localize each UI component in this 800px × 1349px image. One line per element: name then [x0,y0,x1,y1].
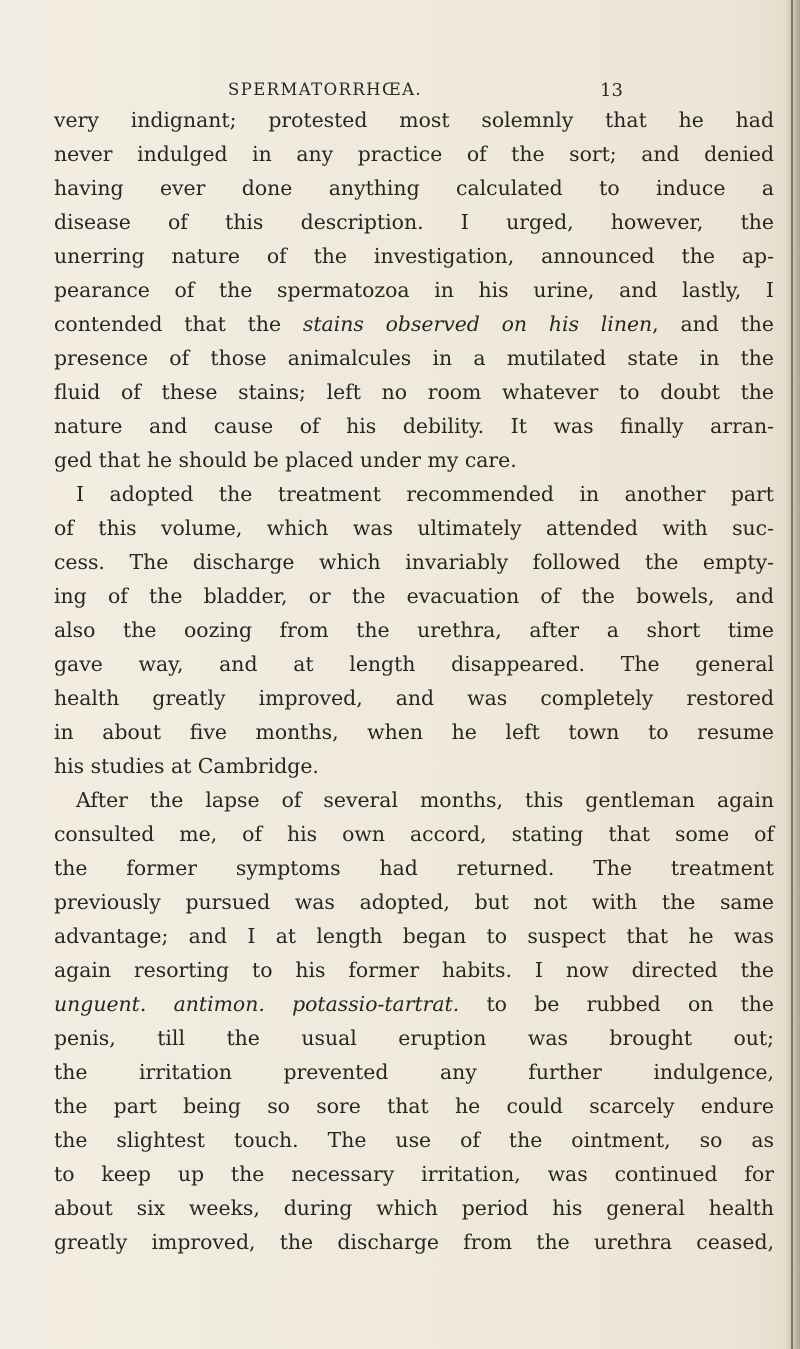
text-line [54,715,774,749]
body-text [54,103,774,1259]
text-run: the slightest touch. The use of the ointment, so as [54,1128,774,1152]
text-run: nature and cause of his debility. It was finally arran- [54,414,774,438]
text-run: consulted me, of his own accord, stating that some of [54,822,774,846]
text-run: advantage; and I at length began to suspect that he was [54,924,774,948]
text-line [54,885,774,919]
text-line [54,953,774,987]
text-run: the part being so sore that he could scarcely endure [54,1094,774,1118]
text-run: ing of the bladder, or the evacuation of the bowels, and [54,584,774,608]
text-line [54,681,774,715]
text-run: also the oozing from the urethra, after a short time [54,618,774,642]
text-line [54,341,774,375]
text-line [54,1055,774,1089]
text-run: presence of those animalcules in a mutilated state in the [54,346,774,370]
text-line [54,579,774,613]
text-run: gave way, and at length disappeared. The general [54,652,774,676]
text-run: contended that the [54,312,303,336]
text-line [54,273,774,307]
text-line [54,137,774,171]
text-run: cess. The discharge which invariably followed the empty- [54,550,774,574]
text-line [54,1191,774,1225]
text-run: never indulged in any practice of the sort; and denied [54,142,774,166]
text-run: pearance of the spermatozoa in his urine, and lastly, I [54,278,774,302]
text-line [54,443,774,477]
text-line [54,1225,774,1259]
text-run: After the lapse of several months, this gentleman again [76,788,774,812]
text-line [54,409,774,443]
text-line [54,103,774,137]
italic-text: stains observed on his linen [302,312,653,336]
text-run: , and the [652,312,774,336]
text-run: unerring nature of the investigation, announced the ap- [54,244,774,268]
text-line [54,1123,774,1157]
text-line [54,1089,774,1123]
text-line [54,205,774,239]
text-line [54,851,774,885]
text-line [54,817,774,851]
text-run: to keep up the necessary irritation, was continued for [54,1162,774,1186]
text-line [54,1157,774,1191]
text-run: the former symptoms had returned. The treatment [54,856,774,880]
text-line [54,307,774,341]
text-run: previously pursued was adopted, but not with the same [54,890,774,914]
text-line [54,1021,774,1055]
text-run: of this volume, which was ultimately attended with suc- [54,516,774,540]
text-run: to be rubbed on the [459,992,775,1016]
text-line [54,647,774,681]
page-number: 13 [600,80,623,101]
text-run: about six weeks, during which period his general health [54,1196,774,1220]
italic-text: unguent. antimon. potassio-tartrat. [54,992,460,1016]
text-line [54,239,774,273]
text-line [54,749,774,783]
text-run: I adopted the treatment recommended in another part [76,482,774,506]
text-line [54,987,774,1021]
text-run: ged that he should be placed under my care. [54,448,517,472]
text-line [54,919,774,953]
text-line [54,511,774,545]
running-title: SPERMATORRHŒA. [228,80,423,99]
text-run: penis, till the usual eruption was brought out; [54,1026,774,1050]
text-run: his studies at Cambridge. [54,754,319,778]
text-run: having ever done anything calculated to induce a [54,176,774,200]
text-line [54,375,774,409]
text-run: in about five months, when he left town to resume [54,720,774,744]
text-run: greatly improved, the discharge from the urethra ceased, [54,1230,774,1254]
text-run: health greatly improved, and was completely restored [54,686,774,710]
text-line [54,613,774,647]
text-run: very indignant; protested most solemnly that he had [54,108,774,132]
text-line [54,171,774,205]
text-run: fluid of these stains; left no room whatever to doubt the [54,380,774,404]
text-line [54,477,774,511]
text-line [54,545,774,579]
text-run: disease of this description. I urged, however, the [54,210,774,234]
text-line [54,783,774,817]
text-run: the irritation prevented any further indulgence, [54,1060,774,1084]
page-edge-line [791,0,793,1349]
text-run: again resorting to his former habits. I now directed the [54,958,774,982]
